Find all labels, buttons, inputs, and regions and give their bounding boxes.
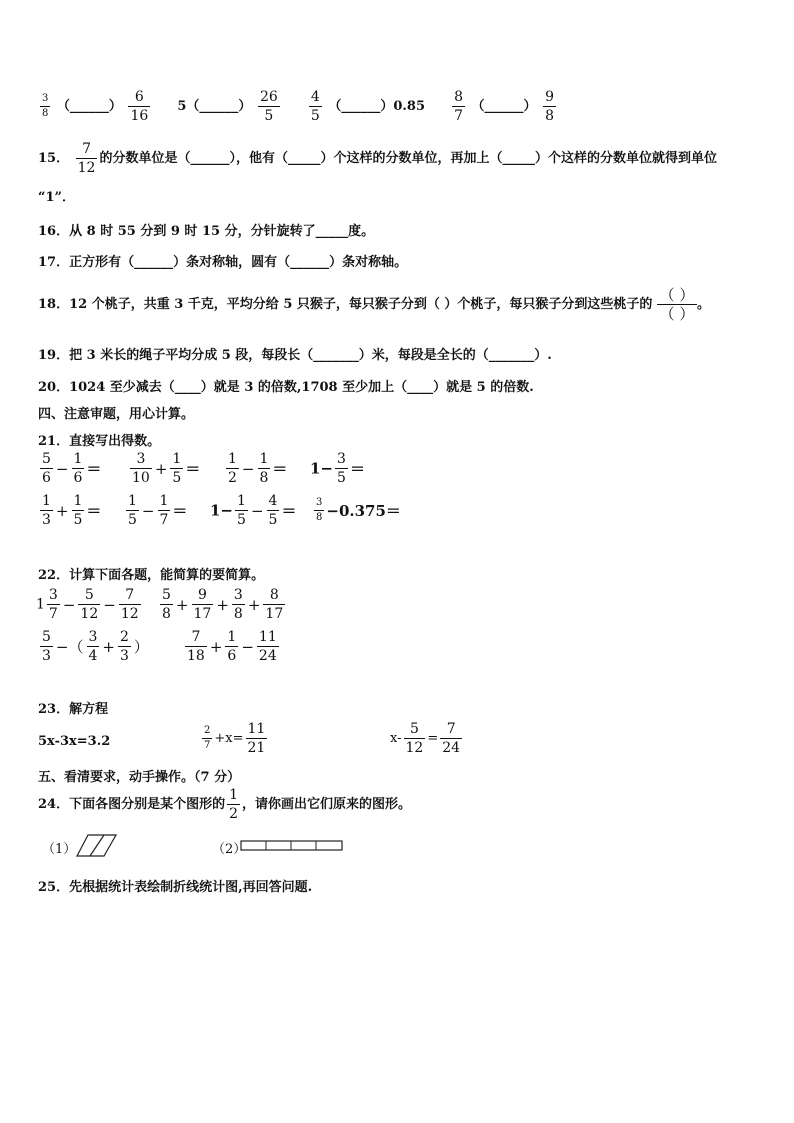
fraction: $\frac{1}{5}$	[237, 493, 246, 528]
operator: −	[250, 501, 264, 520]
fraction: $\frac{5}{6}$	[42, 451, 51, 486]
fraction: $\frac{7}{12}$	[77, 141, 96, 176]
question-21-title: 21．直接写出得数。	[38, 434, 161, 449]
fraction: $\frac{3}{5}$	[337, 451, 346, 486]
fraction: $\frac{1}{7}$	[159, 493, 169, 528]
fraction: $\frac{9}{17}$	[193, 587, 212, 622]
fraction: $\frac{1}{5}$	[128, 493, 137, 528]
fraction: $\frac{6}{16}$	[130, 89, 149, 124]
question-15: 15． $\frac{7}{12}$ 的分数单位是（______），他有（_____）个这样的分数单位，再加上（_____）个这样的分数单位就得到单位	[38, 141, 717, 176]
question-23-title: 23．解方程	[38, 702, 109, 717]
fraction: $\frac{5}{3}$	[42, 629, 51, 664]
fraction: $\frac{8}{17}$	[265, 587, 284, 622]
operator: 1−	[210, 501, 234, 520]
fraction: $\frac{1}{5}$	[172, 451, 182, 486]
q22-expr-1: 1 $\frac{3}{7}$ − $\frac{5}{12}$ − $\frac{7}{12}$	[36, 587, 139, 622]
fraction: $\frac{1}{2}$	[228, 451, 237, 486]
half-parallelogram-figure	[76, 834, 118, 858]
q23-eq-2: $\frac{2}{7}$ +x= $\frac{11}{21}$	[204, 721, 266, 756]
q21-expression	[310, 452, 420, 485]
fraction: $\frac{1}{3}$	[42, 493, 51, 528]
fraction: $\frac{1}{2}$	[229, 787, 239, 822]
fraction: $\frac{3}{10}$	[132, 451, 150, 486]
q21-expression	[38, 452, 128, 485]
operator: −	[141, 501, 155, 520]
q21-expression	[38, 494, 124, 527]
answer-fraction[interactable]: $\frac{( )}{( )}$	[657, 286, 697, 323]
fraction: $\frac{3}{8}$	[42, 93, 49, 119]
question-18: 18．12 个桃子，共重 3 千克，平均分给 5 只猴子，每只猴子分到（ ）个桃子，每只猴子分到这些桃子的 $\frac{( )}{( )}$ 。	[38, 286, 710, 323]
q22-expr-2: $\frac{5}{8}$ + $\frac{9}{17}$ + $\frac{3}{8}$ + $\frac{8}{17}$	[162, 587, 284, 622]
fraction: $\frac{7}{18}$	[187, 629, 205, 664]
fraction: $\frac{9}{8}$	[545, 89, 555, 124]
equals-sign: ＝	[185, 460, 201, 478]
answer-blank[interactable]: ______	[484, 99, 524, 114]
q21-expression	[312, 498, 422, 523]
fraction: $\frac{3}{4}$	[88, 629, 98, 664]
equals-sign: ＝	[349, 460, 365, 478]
question-22-title: 22．计算下面各题，能简算的要简算。	[38, 568, 265, 583]
fraction: $\frac{7}{12}$	[120, 587, 139, 622]
fraction: $\frac{5}{8}$	[162, 587, 171, 622]
fraction: $\frac{11}{21}$	[247, 721, 266, 756]
question-20: 20．1024 至少减去（____）就是 3 的倍数,1708 至少加上（____）就是 5 的倍数.	[38, 380, 534, 395]
half-rectangle-figure	[240, 840, 344, 852]
operator: −	[55, 459, 69, 478]
question-17: 17．正方形有（______）条对称轴，圆有（______）条对称轴。	[38, 255, 408, 270]
equals-sign: ＝	[86, 502, 102, 520]
fraction: $\frac{2}{7}$	[204, 725, 211, 751]
fraction: $\frac{1}{8}$	[259, 451, 269, 486]
q21-row-2	[38, 494, 422, 527]
fraction: $\frac{3}{8}$	[233, 587, 243, 622]
fraction: $\frac{5}{12}$	[405, 721, 424, 756]
q24-label-1: （1）	[42, 842, 77, 857]
question-19: 19．把 3 米长的绳子平均分成 5 段，每段长（_______）米，每段是全长的（_______）.	[38, 348, 552, 363]
q22-expr-4: $\frac{7}{18}$ + $\frac{1}{6}$ − $\frac{11}{24}$	[187, 629, 277, 664]
equals-sign: ＝	[86, 460, 102, 478]
fraction: $\frac{3}{7}$	[48, 587, 58, 622]
q21-expression	[224, 452, 310, 485]
equals-sign: ＝	[272, 460, 288, 478]
fraction: $\frac{4}{5}$	[310, 89, 320, 124]
fraction: $\frac{11}{24}$	[258, 629, 277, 664]
answer-blank[interactable]: ______	[69, 99, 109, 114]
answer-blank[interactable]: ______	[199, 99, 239, 114]
q23-eq-3: x- $\frac{5}{12}$ = $\frac{7}{24}$	[390, 721, 461, 756]
fraction: $\frac{2}{3}$	[120, 629, 129, 664]
question-16: 16．从 8 时 55 分到 9 时 15 分，分针旋转了_____度。	[38, 224, 375, 239]
equals-sign: ＝	[281, 502, 297, 520]
fraction: $\frac{1}{6}$	[227, 629, 237, 664]
q21-expression	[210, 494, 312, 527]
section-4-heading: 四、注意审题，用心计算。	[38, 407, 195, 422]
operator: +	[55, 501, 69, 520]
q23-eq-1: 5x-3x=3.2	[38, 734, 111, 749]
section-5-heading: 五、看清要求，动手操作。（7 分）	[38, 770, 241, 785]
operator: +	[154, 459, 168, 478]
operator: −0.375＝	[326, 502, 401, 520]
q14-row: $\frac{3}{8}$ （______） $\frac{6}{16}$ 5（______） $\frac{26}{5}$ $\frac{4}{5}$ （______）0.85 $\frac{8}{7}$ （______） $\frac{9}{8}$	[42, 89, 555, 124]
fraction: $\frac{7}{24}$	[442, 721, 461, 756]
q24-label-2: （2）	[212, 842, 247, 857]
fraction: $\frac{26}{5}$	[259, 89, 278, 124]
equals-sign: ＝	[172, 502, 188, 520]
question-25: 25．先根据统计表绘制折线统计图,再回答问题.	[38, 880, 313, 895]
fraction: $\frac{1}{5}$	[73, 493, 83, 528]
fraction: $\frac{8}{7}$	[454, 89, 463, 124]
fraction: $\frac{4}{5}$	[268, 493, 278, 528]
fraction: $\frac{3}{8}$	[316, 497, 323, 523]
q22-expr-3: $\frac{5}{3}$ −（ $\frac{3}{4}$ + $\frac{2}{3}$ ）	[42, 629, 149, 664]
fraction: $\frac{5}{12}$	[80, 587, 99, 622]
q21-expression	[128, 452, 224, 485]
operator: −	[241, 459, 255, 478]
q21-row-1	[38, 452, 420, 485]
fraction: $\frac{1}{6}$	[73, 451, 83, 486]
answer-blank[interactable]: ______	[341, 99, 381, 114]
question-15-cont: “1”．	[38, 190, 76, 205]
operator: 1−	[310, 459, 334, 478]
question-24: 24．下面各图分别是某个图形的 $\frac{1}{2}$ ，请你画出它们原来的图形。	[38, 787, 412, 822]
q21-expression	[124, 494, 210, 527]
